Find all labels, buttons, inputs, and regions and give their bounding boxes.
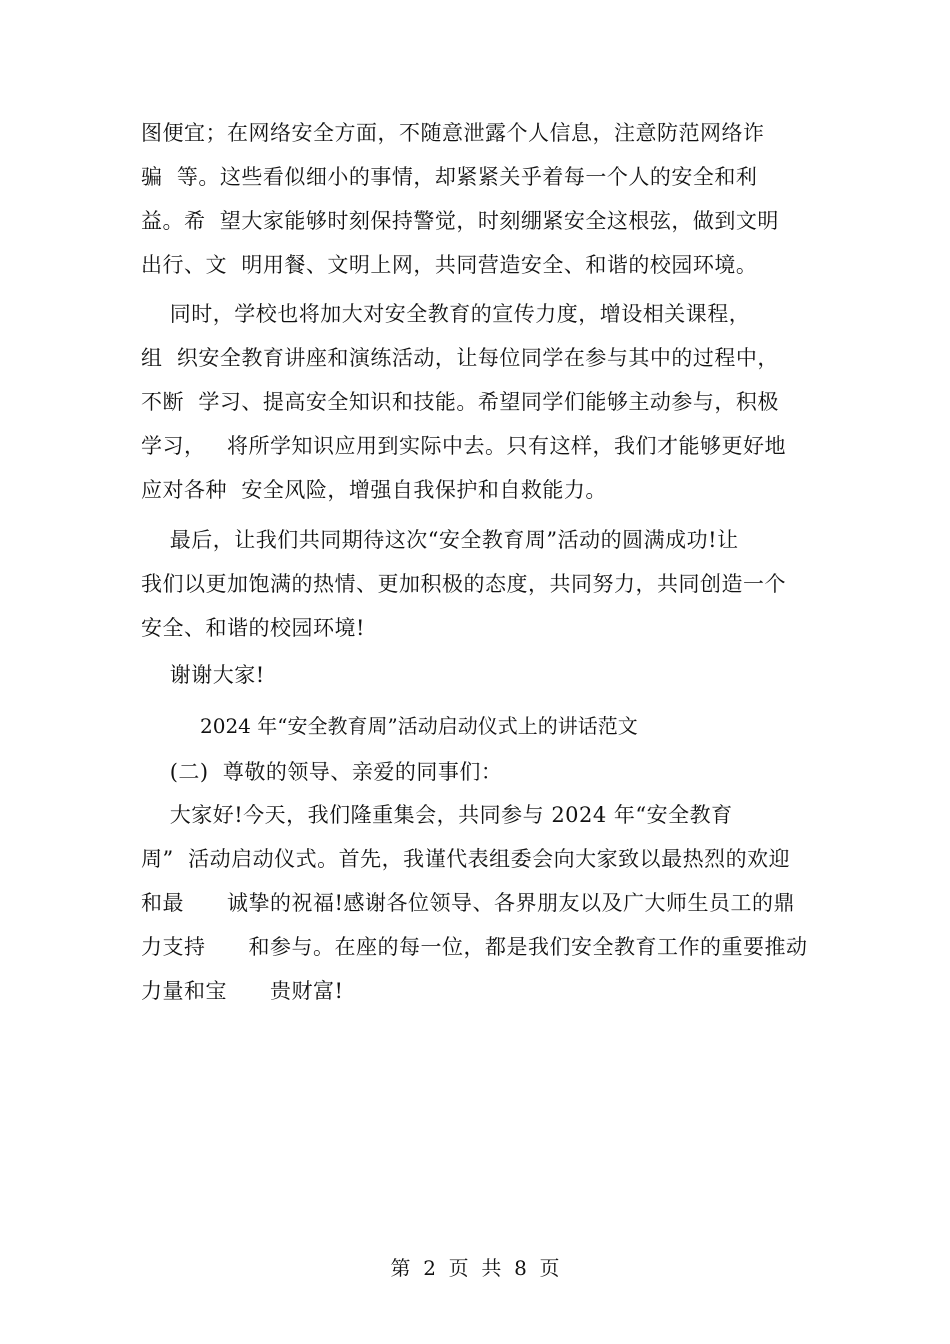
salutation-line: (二) 尊敬的领导、亲爱的同事们： [141, 760, 503, 784]
paragraph-line: 和最 诚挚的祝福!感谢各位领导、各界朋友以及广大师生员工的鼎 [141, 891, 795, 915]
paragraph-line: 出行、文 明用餐、文明上网，共同营造安全、和谐的校园环境。 [141, 253, 758, 277]
paragraph-line: 力支持 和参与。在座的每一位，都是我们安全教育工作的重要推动 [141, 935, 808, 959]
paragraph-line: 我们以更加饱满的热情、更加积极的态度，共同努力，共同创造一个 [141, 572, 786, 596]
page-number-footer: 第 2 页 共 8 页 [390, 1256, 560, 1280]
paragraph-line: 不断 学习、提高安全知识和技能。希望同学们能够主动参与，积极 [141, 390, 779, 414]
paragraph-line: 最后，让我们共同期待这次“安全教育周”活动的圆满成功!让 [141, 528, 739, 552]
paragraph-line: 周” 活动启动仪式。首先，我谨代表组委会向大家致以最热烈的欢迎 [141, 847, 791, 871]
paragraph-line: 力量和宝 贵财富! [141, 979, 344, 1003]
paragraph-line: 大家好!今天，我们隆重集会，共同参与 2024 年“安全教育 [141, 803, 733, 827]
paragraph-line: 图便宜；在网络安全方面，不随意泄露个人信息，注意防范网络诈 [141, 121, 765, 145]
paragraph-line: 学习， 将所学知识应用到实际中去。只有这样，我们才能够更好地 [141, 434, 787, 458]
closing-line: 谢谢大家! [141, 663, 265, 687]
paragraph-line: 应对各种 安全风险，增强自我保护和自救能力。 [141, 478, 607, 502]
paragraph-line: 安全、和谐的校园环境! [141, 616, 365, 640]
paragraph-line: 骗 等。这些看似细小的事情，却紧紧关乎着每一个人的安全和利 [141, 165, 758, 189]
paragraph-line: 同时，学校也将加大对安全教育的宣传力度，增设相关课程， [141, 302, 751, 326]
paragraph-line: 组 织安全教育讲座和演练活动，让每位同学在参与其中的过程中， [141, 346, 779, 370]
paragraph-line: 益。希 望大家能够时刻保持警觉，时刻绷紧安全这根弦，做到文明 [141, 209, 779, 233]
section-title: 2024 年“安全教育周”活动启动仪式上的讲话范文 [200, 714, 638, 738]
